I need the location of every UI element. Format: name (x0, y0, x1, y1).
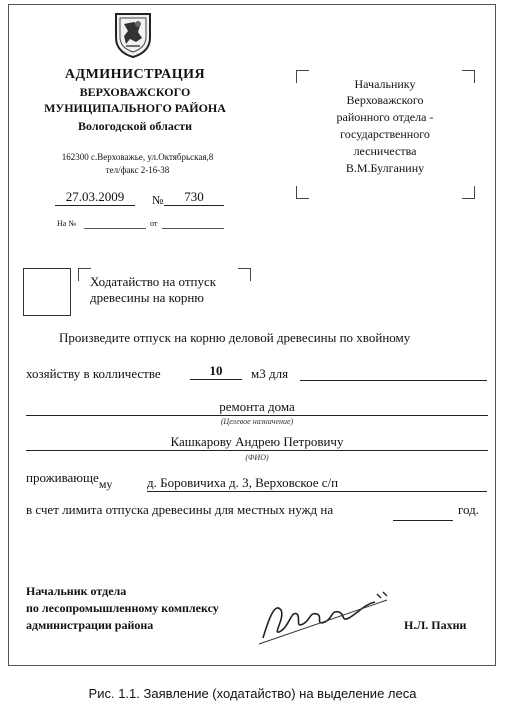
recipient-corner-bl (296, 186, 309, 199)
residing-prefix: проживающе (26, 470, 99, 485)
signatory-title-3: администрации района (26, 618, 154, 632)
letter-number-sign: № (152, 193, 164, 207)
body-quantity-unit: м3 для (251, 366, 289, 381)
year-suffix: год. (458, 502, 479, 517)
body-paragraph-1: Произведите отпуск на корню деловой древесины по хвойному (59, 330, 411, 345)
header-line-1: АДМИНИСТРАЦИЯ (64, 67, 206, 82)
signatory-name: Н.Л. Пахни (404, 618, 467, 632)
subject-line-2: древесины на корню (90, 290, 205, 305)
recipient-line-3: районного отдела - (336, 110, 434, 124)
registration-box (23, 268, 71, 316)
purpose-caption: (Целевое назначение) (220, 417, 294, 426)
handwritten-signature (255, 588, 395, 648)
header-phone: тел/факс 2-16-38 (105, 165, 170, 175)
limit-text: в счет лимита отпуска древесины для местных нужд на (26, 502, 334, 517)
signatory-title-2: по лесопромышленному комплексу (26, 601, 219, 615)
subject-corner-tr (238, 268, 251, 281)
purpose-field: ремонта дома (26, 399, 488, 416)
recipient-line-2: Верховажского (346, 93, 424, 107)
residing-suffix: му (98, 477, 113, 491)
coat-of-arms-emblem (114, 12, 152, 58)
recipient-line-6: В.М.Булганину (345, 161, 425, 175)
quantity-field: 10 (190, 363, 242, 380)
ref-number-blank (84, 228, 146, 229)
ref-label: На № (57, 219, 76, 228)
residing-label (26, 470, 113, 491)
name-caption: (ФИО) (245, 453, 269, 462)
quantity-purpose-blank (300, 380, 487, 381)
signatory-title-1: Начальник отдела (26, 584, 127, 598)
letter-date: 27.03.2009 (55, 189, 135, 206)
recipient-line-1: Начальнику (354, 77, 416, 91)
header-line-3: МУНИЦИПАЛЬНОГО РАЙОНА (44, 101, 226, 115)
letter-number: 730 (164, 189, 224, 206)
figure-caption: Рис. 1.1. Заявление (ходатайство) на выделение леса (88, 686, 417, 701)
recipient-line-4: государственного (340, 127, 430, 141)
header-address: 162300 с.Верховажье, ул.Октябрьская,8 (61, 152, 214, 162)
recipient-line-5: лесничества (353, 144, 417, 158)
ref-date-blank (162, 228, 224, 229)
ref-from-label: от (150, 219, 158, 228)
recipient-corner-br (462, 186, 475, 199)
address-field: д. Боровичиха д. 3, Верховское с/п (147, 475, 487, 492)
recipient-name-field: Кашкарову Андрею Петровичу (26, 434, 488, 451)
year-blank (393, 520, 453, 521)
body-quantity-prefix: хозяйству в колличестве (26, 366, 161, 381)
subject-line-1: Ходатайство на отпуск (90, 274, 217, 289)
header-line-2: ВЕРХОВАЖСКОГО (79, 85, 191, 99)
header-line-4: Вологодской области (77, 119, 193, 133)
